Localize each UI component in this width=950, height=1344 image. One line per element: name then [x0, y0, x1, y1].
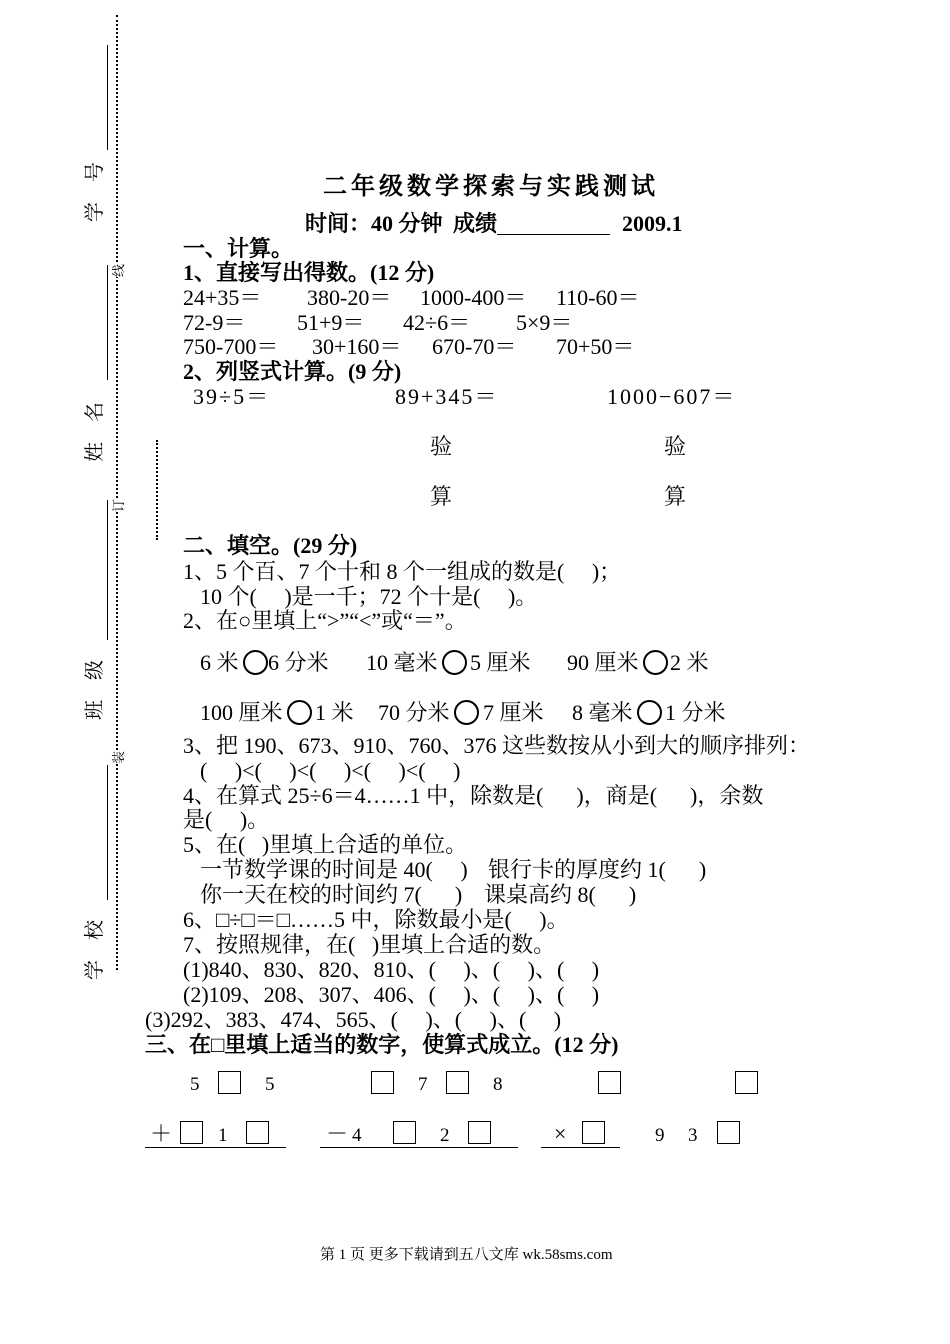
class-blank-line: [107, 500, 108, 640]
sequence-line: (3)292、383、474、565、( )、( )、( ): [145, 1007, 562, 1032]
puzzle-digit: 9: [655, 1125, 665, 1146]
compare-circle: [643, 650, 668, 675]
puzzle-box: [371, 1071, 394, 1094]
section1-part1-heading: 1、直接写出得数。(12 分): [183, 260, 435, 285]
binding-mark-bind: 装: [111, 750, 126, 764]
oral-calc-item: 670-70＝: [432, 334, 517, 359]
compare-left: 70 分米: [378, 700, 450, 725]
exam-date: 2009.1: [622, 211, 683, 236]
school-blank-line: [107, 765, 108, 900]
oral-calc-item: 380-20＝: [307, 285, 392, 310]
compare-circle: [637, 700, 662, 725]
puzzle-box: [598, 1071, 621, 1094]
score-blank-line: [497, 234, 610, 235]
oral-calc-item: 51+9＝: [297, 310, 365, 335]
oral-calc-item: 750-700＝: [183, 334, 279, 359]
question-line: 10 个( )是一千；72 个十是( )。: [200, 584, 538, 609]
minus-sign: －: [326, 1121, 349, 1146]
puzzle-box: [218, 1071, 241, 1094]
puzzle-box: [717, 1121, 740, 1144]
oral-calc-item: 30+160＝: [312, 334, 402, 359]
puzzle-digit: 5: [190, 1074, 200, 1095]
puzzle-box: [582, 1121, 605, 1144]
time-label: 时间：40 分钟: [305, 211, 443, 236]
oral-calc-item: 1000-400＝: [420, 285, 527, 310]
oral-calc-item: 70+50＝: [556, 334, 635, 359]
binding-dotted-line: [116, 15, 118, 970]
check-label: 验: [430, 434, 453, 459]
binding-mark-staple: 订: [111, 498, 126, 512]
puzzle-box: [180, 1121, 203, 1144]
question-line: 1、5 个百、7 个十和 8 个一组成的数是( )；: [183, 559, 622, 584]
compare-right: 2 米: [670, 650, 709, 675]
compare-left: 10 毫米: [366, 650, 438, 675]
plus-sign: ＋: [150, 1121, 173, 1146]
class-label: 班级: [84, 640, 106, 720]
puzzle-box: [468, 1121, 491, 1144]
margin-dotted-segment: [156, 440, 158, 540]
sequence-line: (1)840、830、820、810、( )、( )、( ): [183, 957, 600, 982]
puzzle-rule: [145, 1147, 286, 1148]
oral-calc-item: 110-60＝: [556, 285, 640, 310]
compare-right: 5 厘米: [470, 650, 531, 675]
page-footer: 第 1 页 更多下载请到五八文库 wk.58sms.com: [320, 1247, 613, 1263]
question-line: 5、在( )里填上合适的单位。: [183, 832, 468, 857]
puzzle-box: [446, 1071, 469, 1094]
puzzle-box: [393, 1121, 416, 1144]
compare-left: 90 厘米: [567, 650, 639, 675]
unit-item: 银行卡的厚度约 1( ): [488, 857, 707, 882]
compare-circle: [454, 700, 479, 725]
name-label: 姓名: [84, 382, 106, 462]
oral-calc-item: 5×9＝: [516, 310, 573, 335]
compare-left: 6 米: [200, 650, 239, 675]
oral-calc-item: 72-9＝: [183, 310, 246, 335]
section1-part2-heading: 2、列竖式计算。(9 分): [183, 359, 402, 384]
unit-item: 课桌高约 8( ): [484, 882, 637, 907]
question-line: 6、□÷□＝□……5 中，除数最小是( )。: [183, 907, 569, 932]
section3-heading: 三、在□里填上适当的数字，使算式成立。(12 分): [145, 1032, 619, 1057]
compare-right: 1 米: [315, 700, 354, 725]
unit-item: 你一天在校的时间约 7( ): [200, 882, 463, 907]
puzzle-rule: [541, 1147, 620, 1148]
question-line: 是( )。: [183, 807, 270, 832]
vertical-calc-problem: 89+345＝: [395, 384, 499, 409]
oral-calc-item: 42÷6＝: [403, 310, 471, 335]
page-title: 二年级数学探索与实践测试: [323, 174, 659, 200]
name-blank-line: [107, 265, 108, 380]
times-sign: ×: [554, 1121, 567, 1146]
section1-heading: 一、计算。: [183, 236, 294, 261]
check-label: 验: [664, 434, 687, 459]
puzzle-digit: 5: [265, 1074, 275, 1095]
vertical-calc-problem: 1000−607＝: [607, 384, 737, 409]
puzzle-digit: 8: [493, 1074, 503, 1095]
puzzle-box: [246, 1121, 269, 1144]
question-line: 4、在算式 25÷6＝4……1 中，除数是( )，商是( )，余数: [183, 783, 764, 808]
compare-left: 100 厘米: [200, 700, 283, 725]
question-line: ( )<( )<( )<( )<( ): [200, 758, 461, 783]
binding-mark-line: 线: [111, 263, 126, 277]
question-line: 7、按照规律，在( )里填上合适的数。: [183, 932, 556, 957]
compare-right: 1 分米: [665, 700, 726, 725]
question-line: 2、在○里填上“>”“<”或“＝”。: [183, 608, 467, 633]
student-number-blank-line: [107, 45, 108, 150]
sequence-line: (2)109、208、307、406、( )、( )、( ): [183, 982, 600, 1007]
student-number-label: 学号: [84, 142, 106, 222]
compare-right: 7 厘米: [483, 700, 544, 725]
unit-item: 一节数学课的时间是 40( ): [200, 857, 468, 882]
check-label: 算: [430, 484, 453, 509]
compare-circle: [243, 650, 268, 675]
question-line: 3、把 190、673、910、760、376 这些数按从小到大的顺序排列：: [183, 733, 811, 758]
puzzle-digit: 1: [218, 1125, 228, 1146]
compare-circle: [287, 700, 312, 725]
school-label: 学校: [84, 900, 106, 980]
puzzle-digit: 4: [352, 1125, 362, 1146]
oral-calc-item: 24+35＝: [183, 285, 262, 310]
puzzle-digit: 3: [688, 1125, 698, 1146]
vertical-calc-problem: 39÷5＝: [193, 384, 271, 409]
section2-heading: 二、填空。(29 分): [183, 533, 358, 558]
compare-circle: [442, 650, 467, 675]
check-label: 算: [664, 484, 687, 509]
compare-left: 8 毫米: [572, 700, 633, 725]
puzzle-digit: 7: [418, 1074, 428, 1095]
puzzle-rule: [320, 1147, 518, 1148]
puzzle-box: [735, 1071, 758, 1094]
score-label: 成绩: [453, 211, 498, 236]
puzzle-digit: 2: [440, 1125, 450, 1146]
compare-right: 6 分米: [268, 650, 329, 675]
